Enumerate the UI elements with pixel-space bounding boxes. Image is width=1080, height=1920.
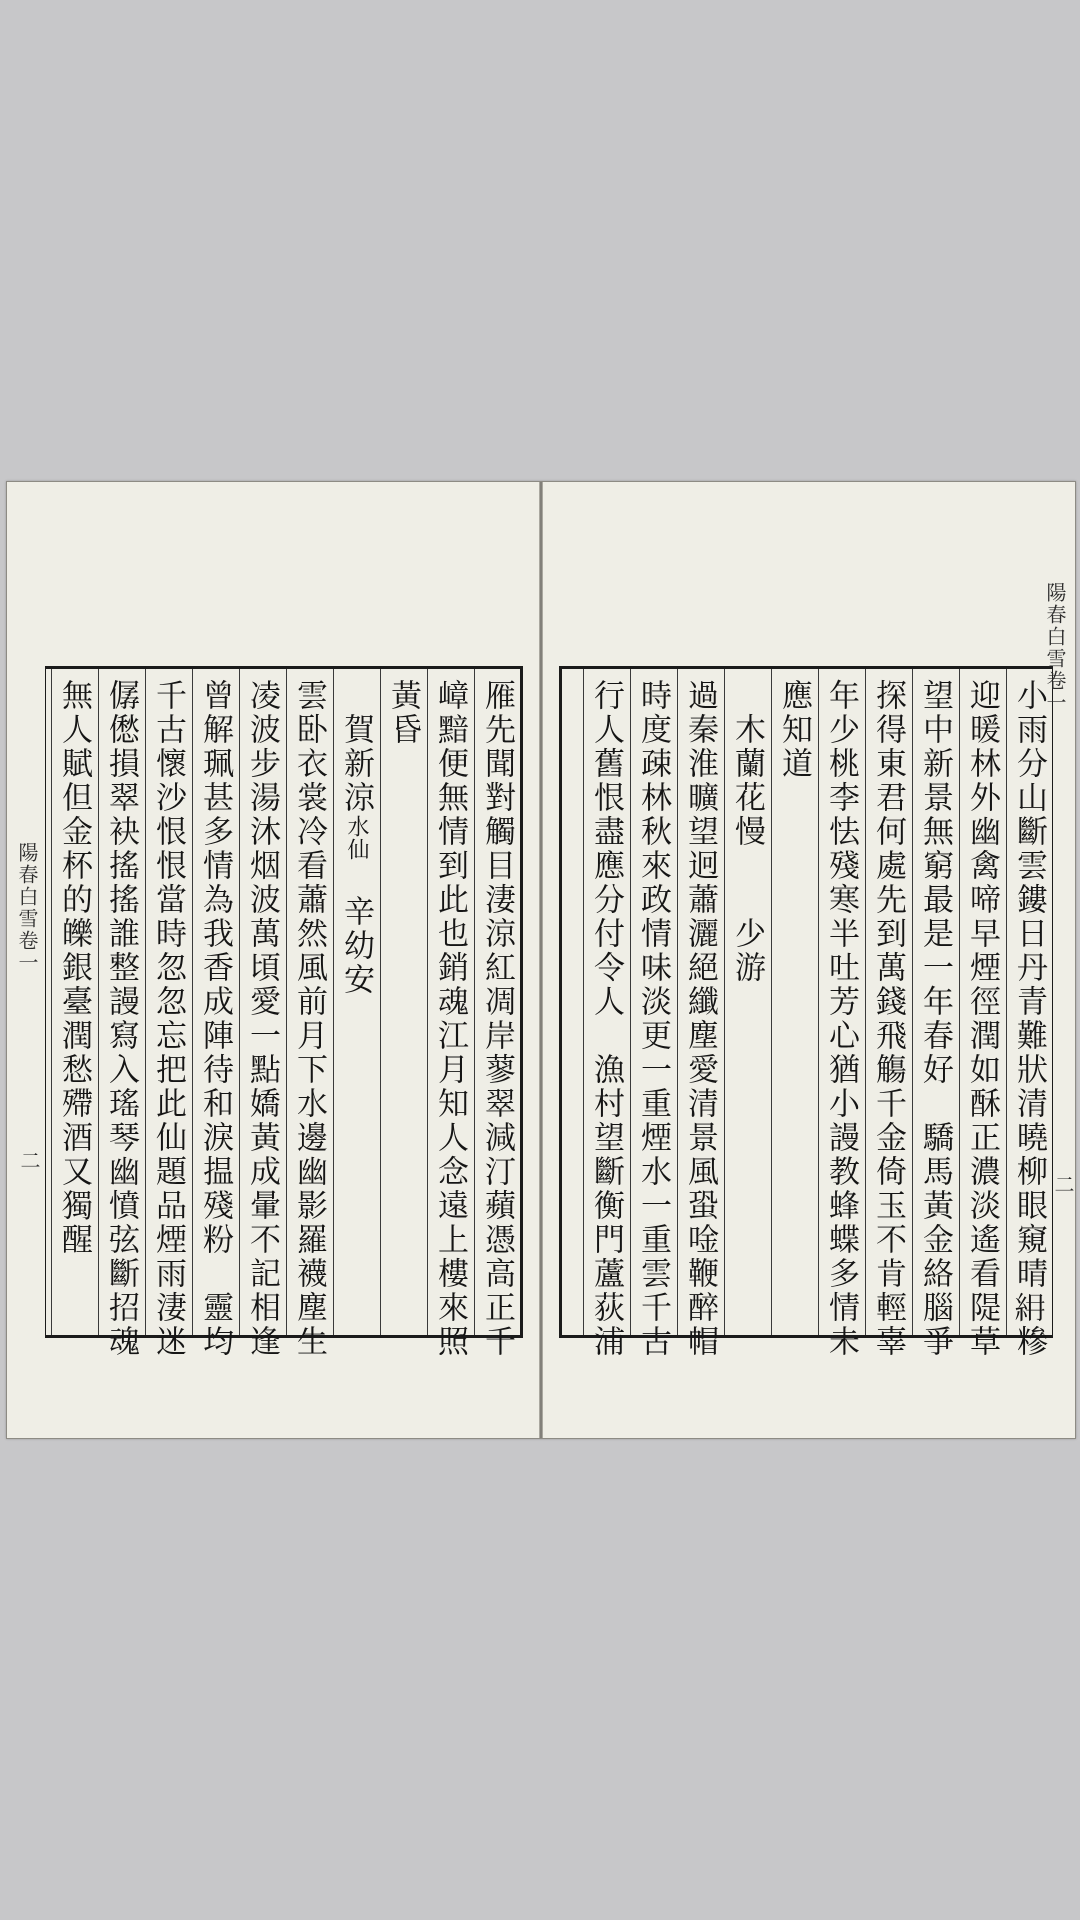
column-text: 過秦淮曠望迥蕭灑絕纖塵愛清景風蛩唫鞭醉帽 [682, 679, 718, 1359]
text-column [286, 669, 332, 1359]
right-margin-title: 陽春白雪卷一 [1043, 582, 1067, 714]
text-column [98, 669, 144, 1359]
tune-title: 賀新涼 [338, 713, 374, 815]
text-column [865, 669, 911, 1359]
column-text: 時度疎林秋來政情味淡更一重煙水一重雲千古 [635, 679, 671, 1359]
text-column [380, 669, 426, 1335]
column-text: 漁村望斷衡門蘆荻浦 [588, 1053, 624, 1359]
column-text: 無人賦但金杯的皪銀臺潤愁殢酒又獨醒 [56, 679, 92, 1257]
text-column [677, 669, 723, 1359]
text-column [724, 669, 770, 1335]
left-text-frame [45, 666, 523, 1359]
column-text: 僝僽損翠袂搖搖誰整謾寫入瑤琴幽憤弦斷招魂 [103, 679, 139, 1359]
column-text: 曾解珮甚多情為我香成陣待和淚揾殘粉 [197, 679, 233, 1257]
right-fold-number: 二 [1051, 1174, 1075, 1194]
column-text: 迎暖林外幽禽啼早煙徑潤如酥正濃淡遙看隄草 [964, 679, 1000, 1359]
text-column [959, 669, 1005, 1359]
column-text: 年少桃李怯殘寒半吐芳心猶小謾教蜂蝶多情未 [823, 679, 859, 1359]
text-column [51, 669, 97, 1335]
column-text: 行人舊恨盡應分付令人 [588, 679, 624, 1019]
text-column [145, 669, 191, 1359]
text-column [239, 669, 285, 1359]
book-spread [6, 481, 1076, 1439]
text-column [333, 669, 379, 1335]
left-page [7, 482, 539, 1438]
text-column [818, 669, 864, 1359]
column-text: 凌波步湯沐烟波萬頃愛一點嬌黃成暈不記相逢 [244, 679, 280, 1359]
column-text: 驕馬黃金絡腦爭 [917, 1121, 953, 1359]
column-text: 雁先聞對觸目淒涼紅凋岸蓼翠減汀蘋憑高正千 [479, 679, 515, 1359]
column-text: 千古懷沙恨恨當時忽忽忘把此仙題品煙雨淒迷 [150, 679, 186, 1359]
text-column [771, 669, 817, 1335]
right-page [543, 482, 1075, 1438]
column-text: 小雨分山斷雲鏤日丹青難狀清曉柳眼窺晴𥾢糝 [1011, 679, 1047, 1359]
column-text: 探得東君何處先到萬錢飛觴千金倚玉不肯輕辜 [870, 679, 906, 1359]
text-column [192, 669, 238, 1359]
text-column [912, 669, 958, 1359]
left-fold-number: 二 [17, 1150, 41, 1170]
column-text: 黃昏 [385, 679, 421, 747]
text-column [427, 669, 473, 1359]
text-column [474, 669, 520, 1359]
column-text: 應知道 [776, 679, 812, 781]
text-column [1006, 669, 1052, 1359]
column-text: 雲卧衣裳冷看蕭然風前月下水邊幽影羅襪塵生 [291, 679, 327, 1359]
column-text: 靈均 [197, 1291, 233, 1359]
author-name: 辛幼安 [338, 895, 374, 997]
right-text-frame [559, 666, 1053, 1359]
left-margin-title: 陽春白雪卷一 [15, 842, 39, 974]
text-column [583, 669, 629, 1359]
tune-subtitle: 水仙 [344, 815, 369, 861]
column-text: 望中新景無窮最是一年春好 [917, 679, 953, 1087]
column-text: 嶂黯便無情到此也銷魂江月知人念遠上樓來照 [432, 679, 468, 1359]
text-column [630, 669, 676, 1359]
tune-title: 木蘭花慢 [729, 713, 765, 849]
author-name: 少游 [729, 917, 765, 985]
